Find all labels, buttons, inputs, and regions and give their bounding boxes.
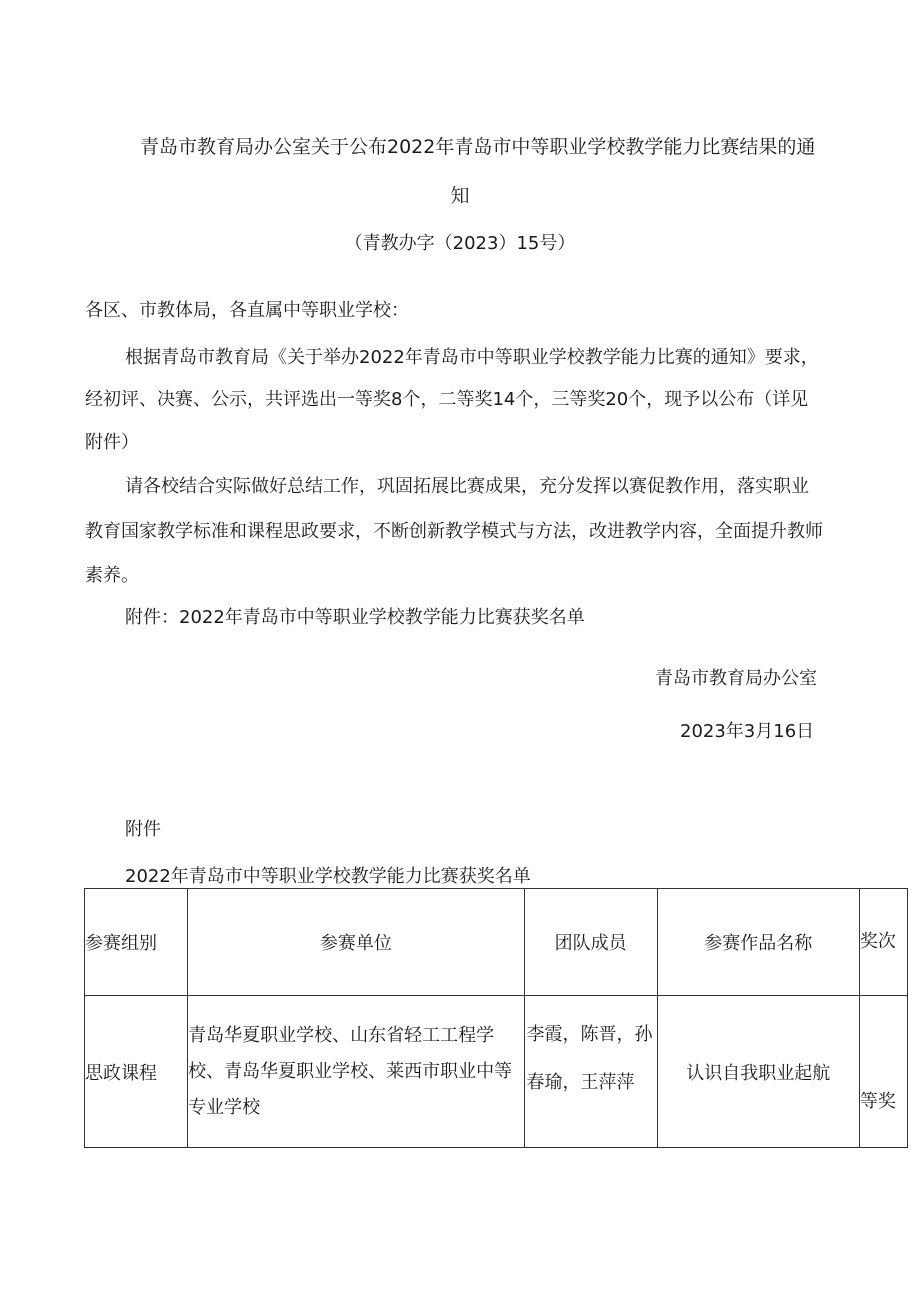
column-header-group: 参赛组别 bbox=[85, 889, 188, 996]
column-header-members: 团队成员 bbox=[524, 889, 657, 996]
signature-date: 2023年3月16日 bbox=[680, 721, 815, 742]
table-row bbox=[85, 996, 908, 1148]
signature-org: 青岛市教育局办公室 bbox=[655, 668, 817, 689]
document-number: （青教办字（2023）15号） bbox=[344, 233, 576, 254]
column-header-award: 奖次 bbox=[859, 889, 907, 996]
cell-work: 认识自我职业起航 bbox=[657, 996, 859, 1148]
document-title-line2: 知 bbox=[450, 185, 470, 207]
awards-table bbox=[84, 888, 908, 1148]
paragraph2-line3: 素养。 bbox=[85, 565, 139, 586]
cell-members: 李霞，陈晋，孙春瑜，王萍萍 bbox=[526, 1023, 653, 1093]
awards-table-title: 2022年青岛市中等职业学校教学能力比赛获奖名单 bbox=[125, 866, 531, 887]
table-header-row bbox=[85, 889, 908, 996]
attachment-label: 附件 bbox=[125, 819, 161, 840]
column-header-work: 参赛作品名称 bbox=[657, 889, 859, 996]
paragraph1-line1: 根据青岛市教育局《关于举办2022年青岛市中等职业学校教学能力比赛的通知》要求， bbox=[125, 347, 819, 368]
paragraph1-line3: 附件） bbox=[85, 432, 139, 453]
attachment-note: 附件：2022年青岛市中等职业学校教学能力比赛获奖名单 bbox=[125, 607, 585, 628]
column-header-unit: 参赛单位 bbox=[188, 889, 524, 996]
cell-unit: 青岛华夏职业学校、山东省轻工工程学校、青岛华夏职业学校、莱西市职业中等专业学校 bbox=[188, 996, 524, 1148]
document-title-line1: 青岛市教育局办公室关于公布2022年青岛市中等职业学校教学能力比赛结果的通 bbox=[140, 136, 816, 158]
paragraph2-line1: 请各校结合实际做好总结工作，巩固拓展比赛成果，充分发挥以赛促教作用，落实职业 bbox=[125, 476, 809, 497]
cell-award: 等奖 bbox=[859, 996, 907, 1148]
salutation: 各区、市教体局，各直属中等职业学校： bbox=[85, 300, 409, 321]
cell-group: 思政课程 bbox=[85, 996, 188, 1148]
cell-members-wrap bbox=[524, 996, 657, 1148]
paragraph2-line2: 教育国家教学标准和课程思政要求，不断创新教学模式与方法，改进教学内容，全面提升教师 bbox=[85, 521, 823, 542]
paragraph1-line2: 经初评、决赛、公示，共评选出一等奖8个，二等奖14个，三等奖20个，现予以公布（详见 bbox=[85, 389, 809, 410]
